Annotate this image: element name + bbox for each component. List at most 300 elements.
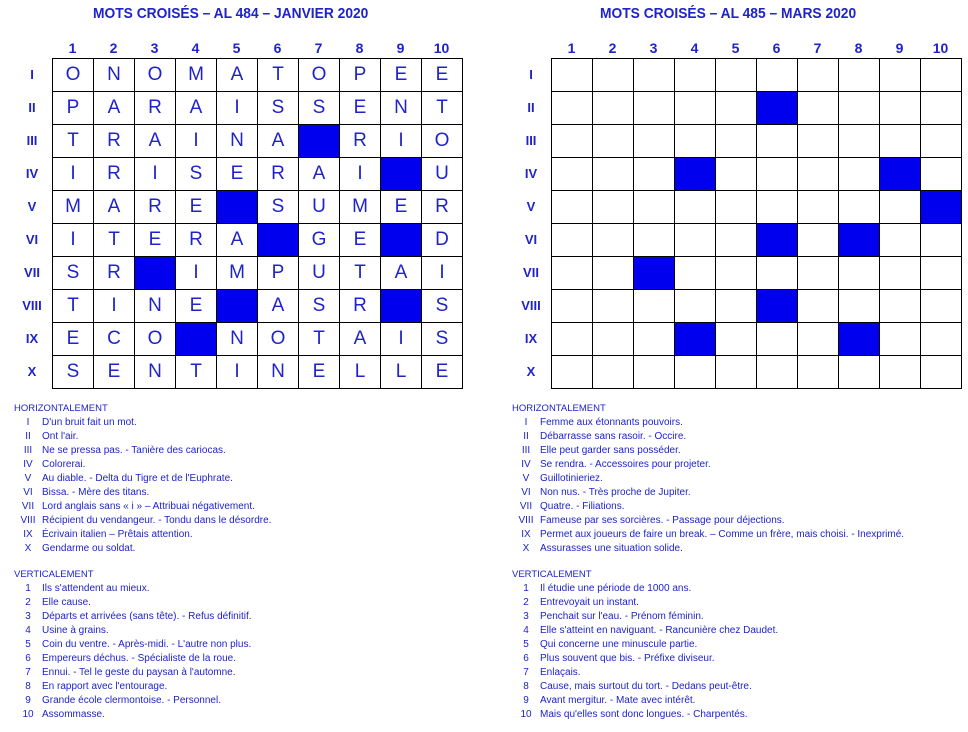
right-puzzle-title: MOTS CROISÉS – AL 485 – MARS 2020	[600, 5, 857, 22]
clue-text: Ont l'air.	[42, 431, 79, 442]
right-grid-cell[interactable]	[716, 323, 757, 356]
clue-text: Fameuse par ses sorcières. - Passage pour déjections.	[540, 515, 785, 526]
right-grid-cell[interactable]	[593, 125, 634, 158]
left-row-number: X	[27, 364, 37, 379]
right-vertical-clue	[512, 666, 964, 680]
right-row-number: I	[529, 67, 533, 82]
left-row-number: VIII	[22, 298, 42, 313]
right-grid-cell[interactable]	[880, 356, 921, 389]
left-grid-cell[interactable]: U	[299, 191, 340, 224]
left-grid-cell[interactable]: M	[340, 191, 381, 224]
right-grid-cell[interactable]	[880, 290, 921, 323]
clue-text: Récipient du vendangeur. - Tondu dans le désordre.	[42, 515, 272, 526]
left-horizontal-clue	[14, 500, 474, 514]
right-black-square	[921, 191, 962, 224]
left-grid-cell[interactable]: I	[381, 323, 422, 356]
right-grid-cell[interactable]	[880, 191, 921, 224]
left-grid-cell[interactable]: I	[340, 158, 381, 191]
left-horizontal-clue	[14, 486, 474, 500]
left-col-number: 5	[232, 40, 241, 56]
right-grid-cell[interactable]	[593, 323, 634, 356]
left-grid-cell[interactable]: S	[299, 290, 340, 323]
right-col-number: 2	[608, 40, 617, 56]
left-col-number: 8	[355, 40, 364, 56]
clue-text: Au diable. - Delta du Tigre et de l'Euphrate.	[42, 473, 233, 484]
clue-number: VII	[519, 501, 533, 512]
left-horizontal-clue	[14, 444, 474, 458]
left-grid-cell[interactable]: N	[135, 290, 176, 323]
clue-text: Ils s'attendent au mieux.	[42, 583, 150, 594]
right-grid-cell[interactable]	[552, 290, 593, 323]
right-grid-cell[interactable]	[921, 323, 962, 356]
right-grid-cell[interactable]	[921, 290, 962, 323]
left-grid-cell[interactable]: I	[53, 158, 94, 191]
right-black-square	[634, 257, 675, 290]
right-grid-cell[interactable]	[839, 92, 880, 125]
right-grid-cell[interactable]	[716, 290, 757, 323]
left-grid-cell[interactable]: I	[53, 224, 94, 257]
right-grid-cell[interactable]	[839, 290, 880, 323]
left-grid-cell[interactable]: E	[299, 356, 340, 389]
left-vertical-clue	[14, 652, 474, 666]
left-grid-cell[interactable]: S	[176, 158, 217, 191]
right-grid-cell[interactable]	[921, 224, 962, 257]
right-black-square	[839, 224, 880, 257]
left-grid-cell[interactable]: T	[94, 224, 135, 257]
left-grid-cell[interactable]: M	[53, 191, 94, 224]
left-grid-cell[interactable]: A	[258, 290, 299, 323]
left-grid-cell[interactable]: R	[422, 191, 463, 224]
clue-number: I	[26, 417, 30, 428]
right-grid-cell[interactable]	[880, 257, 921, 290]
right-grid-cell[interactable]	[716, 257, 757, 290]
clue-number: VII	[21, 501, 35, 512]
right-grid-cell[interactable]	[634, 158, 675, 191]
left-grid-cell[interactable]: S	[258, 92, 299, 125]
right-black-square	[675, 323, 716, 356]
right-row-number: II	[527, 100, 535, 115]
left-grid-cell[interactable]: N	[217, 323, 258, 356]
right-grid-cell[interactable]	[552, 158, 593, 191]
left-grid-row	[53, 191, 463, 224]
left-grid-cell[interactable]: N	[135, 356, 176, 389]
clue-text: Coin du ventre. - Après-midi. - L'autre non plus.	[42, 639, 252, 650]
right-row-number: VIII	[521, 298, 541, 313]
right-row-number: VI	[524, 232, 538, 247]
left-black-square	[217, 290, 258, 323]
left-grid-row	[53, 158, 463, 191]
left-grid-cell[interactable]: R	[340, 125, 381, 158]
left-grid-cell[interactable]: A	[94, 92, 135, 125]
left-grid-cell[interactable]: U	[299, 257, 340, 290]
left-grid-cell[interactable]: U	[422, 158, 463, 191]
clue-text: Empereurs déchus. - Spécialiste de la roue.	[42, 653, 236, 664]
left-grid-cell[interactable]: E	[53, 323, 94, 356]
left-grid-cell[interactable]: A	[217, 224, 258, 257]
right-vertical-heading: VERTICALEMENT	[512, 569, 592, 580]
left-grid-cell[interactable]: T	[258, 59, 299, 92]
right-grid-cell[interactable]	[675, 224, 716, 257]
left-grid-cell[interactable]: A	[340, 323, 381, 356]
left-grid-cell[interactable]: R	[94, 125, 135, 158]
right-grid-cell[interactable]	[921, 92, 962, 125]
left-grid-cell[interactable]: S	[422, 323, 463, 356]
clue-number: 7	[25, 667, 31, 678]
left-black-square	[299, 125, 340, 158]
left-grid-cell[interactable]: N	[381, 92, 422, 125]
clue-number: V	[24, 473, 32, 484]
left-grid-cell[interactable]: E	[217, 158, 258, 191]
right-grid-cell[interactable]	[675, 356, 716, 389]
clue-number: 3	[25, 611, 31, 622]
left-grid-cell[interactable]: I	[217, 356, 258, 389]
right-row-number: IX	[524, 331, 538, 346]
right-grid-cell[interactable]	[839, 191, 880, 224]
right-grid-cell[interactable]	[757, 257, 798, 290]
right-clues	[512, 402, 964, 722]
right-col-number: 8	[854, 40, 863, 56]
left-grid-cell[interactable]: E	[135, 224, 176, 257]
right-grid-cell[interactable]	[716, 59, 757, 92]
left-grid-cell[interactable]: T	[422, 92, 463, 125]
right-horizontal-clue	[512, 430, 964, 444]
left-grid-cell[interactable]: M	[176, 59, 217, 92]
right-grid-cell[interactable]	[880, 224, 921, 257]
right-grid-cell[interactable]	[634, 59, 675, 92]
clue-text: Ennui. - Tel le geste du paysan à l'automne.	[42, 667, 236, 678]
left-grid-cell[interactable]: R	[135, 191, 176, 224]
right-grid-cell[interactable]	[716, 356, 757, 389]
right-grid-cell[interactable]	[675, 92, 716, 125]
left-grid-cell[interactable]: E	[340, 92, 381, 125]
right-grid-row	[552, 356, 962, 389]
right-grid-cell[interactable]	[716, 92, 757, 125]
left-grid-cell[interactable]: D	[422, 224, 463, 257]
right-grid-cell[interactable]	[593, 59, 634, 92]
left-grid-row	[53, 323, 463, 356]
clue-text: Usine à grains.	[42, 625, 109, 636]
left-grid-cell[interactable]: E	[340, 224, 381, 257]
right-grid-cell[interactable]	[757, 59, 798, 92]
left-grid-cell[interactable]: T	[53, 290, 94, 323]
left-grid-cell[interactable]: I	[217, 92, 258, 125]
left-grid-cell[interactable]: T	[53, 125, 94, 158]
right-grid-cell[interactable]	[798, 224, 839, 257]
left-grid-cell[interactable]: S	[422, 290, 463, 323]
right-grid-cell[interactable]	[552, 59, 593, 92]
right-grid-cell[interactable]	[798, 191, 839, 224]
left-grid-cell[interactable]: A	[94, 191, 135, 224]
clue-text: Assommasse.	[42, 709, 105, 720]
clue-number: IV	[23, 459, 33, 470]
left-row-number: V	[27, 199, 37, 214]
right-grid-cell[interactable]	[552, 191, 593, 224]
clue-number: I	[524, 417, 528, 428]
left-grid-cell[interactable]: E	[176, 290, 217, 323]
right-grid-cell[interactable]	[593, 191, 634, 224]
right-grid-cell[interactable]	[716, 158, 757, 191]
left-grid-cell[interactable]: N	[217, 125, 258, 158]
right-grid-cell[interactable]	[593, 158, 634, 191]
clue-text: Entrevoyait un instant.	[540, 597, 639, 608]
right-grid-cell[interactable]	[798, 92, 839, 125]
right-grid-cell[interactable]	[757, 158, 798, 191]
left-grid-cell[interactable]: I	[381, 125, 422, 158]
right-grid-cell[interactable]	[716, 191, 757, 224]
clue-number: IX	[23, 529, 33, 540]
left-black-square	[135, 257, 176, 290]
left-grid-cell[interactable]: E	[381, 191, 422, 224]
clue-text: Assurasses une situation solide.	[540, 543, 683, 554]
left-grid-cell[interactable]: I	[135, 158, 176, 191]
left-grid-cell[interactable]: N	[258, 356, 299, 389]
right-vertical-clue	[512, 596, 964, 610]
left-grid-cell[interactable]: R	[94, 257, 135, 290]
right-grid-cell[interactable]	[921, 59, 962, 92]
left-puzzle-title: MOTS CROISÉS – AL 484 – JANVIER 2020	[93, 5, 369, 22]
right-grid-cell[interactable]	[634, 191, 675, 224]
clue-number: 1	[25, 583, 31, 594]
left-col-number: 4	[191, 40, 200, 56]
left-horizontal-heading: HORIZONTALEMENT	[14, 403, 108, 414]
left-vertical-clue	[14, 638, 474, 652]
left-grid-cell[interactable]: E	[381, 59, 422, 92]
right-grid-cell[interactable]	[675, 290, 716, 323]
right-grid-cell[interactable]	[839, 158, 880, 191]
right-grid-cell[interactable]	[593, 290, 634, 323]
right-grid-cell[interactable]	[675, 257, 716, 290]
right-grid-cell[interactable]	[839, 356, 880, 389]
left-grid-cell[interactable]: T	[176, 356, 217, 389]
right-grid-cell[interactable]	[921, 356, 962, 389]
clue-text: Femme aux étonnants pouvoirs.	[540, 417, 683, 428]
left-col-number: 2	[109, 40, 118, 56]
clue-number: VIII	[518, 515, 534, 526]
clue-number: 8	[523, 681, 529, 692]
clue-text: Elle cause.	[42, 597, 91, 608]
left-grid-cell[interactable]: P	[340, 59, 381, 92]
left-col-number: 6	[273, 40, 282, 56]
left-grid-cell[interactable]: I	[176, 125, 217, 158]
right-grid-cell[interactable]	[593, 92, 634, 125]
clue-text: Quatre. - Filiations.	[540, 501, 625, 512]
right-grid-cell[interactable]	[798, 158, 839, 191]
left-grid-cell[interactable]: P	[53, 92, 94, 125]
left-grid-cell[interactable]: S	[299, 92, 340, 125]
right-grid-cell[interactable]	[798, 125, 839, 158]
left-grid-cell[interactable]: S	[53, 356, 94, 389]
clue-number: VI	[521, 487, 531, 498]
left-grid-row	[53, 257, 463, 290]
left-col-number: 9	[396, 40, 405, 56]
left-grid-cell[interactable]: T	[299, 323, 340, 356]
right-row-number: VII	[523, 265, 539, 280]
left-grid-cell[interactable]: R	[258, 158, 299, 191]
right-grid-cell[interactable]	[593, 224, 634, 257]
left-grid-cell[interactable]: T	[340, 257, 381, 290]
left-grid-cell[interactable]: O	[299, 59, 340, 92]
right-grid-cell[interactable]	[675, 59, 716, 92]
clue-text: Elle s'atteint en naviguant. - Rancunière chez Daudet.	[540, 625, 779, 636]
right-grid-cell[interactable]	[839, 59, 880, 92]
left-vertical-clue	[14, 708, 474, 722]
left-grid-cell[interactable]: I	[94, 290, 135, 323]
right-grid-cell[interactable]	[552, 323, 593, 356]
right-horizontal-clue	[512, 486, 964, 500]
right-vertical-clue	[512, 610, 964, 624]
right-grid-cell[interactable]	[552, 224, 593, 257]
left-grid-cell[interactable]: G	[299, 224, 340, 257]
right-grid-cell[interactable]	[757, 191, 798, 224]
left-horizontal-clue	[14, 472, 474, 486]
left-grid-cell[interactable]: O	[422, 125, 463, 158]
right-vertical-clue	[512, 582, 964, 596]
right-grid-cell[interactable]	[757, 125, 798, 158]
left-grid-cell[interactable]: A	[135, 125, 176, 158]
left-grid-cell[interactable]: C	[94, 323, 135, 356]
left-grid-row	[53, 59, 463, 92]
right-grid-cell[interactable]	[880, 125, 921, 158]
clue-number: 3	[523, 611, 529, 622]
left-grid-cell[interactable]: S	[258, 191, 299, 224]
right-black-square	[675, 158, 716, 191]
left-grid-cell[interactable]: O	[53, 59, 94, 92]
right-grid-cell[interactable]	[634, 356, 675, 389]
clue-text: Écrivain italien – Prêtais attention.	[42, 529, 193, 540]
right-row-number: III	[525, 133, 537, 148]
left-grid-cell[interactable]: A	[176, 92, 217, 125]
clue-number: 2	[523, 597, 529, 608]
right-grid-cell[interactable]	[716, 125, 757, 158]
left-grid-cell[interactable]: R	[340, 290, 381, 323]
right-grid-cell[interactable]	[798, 290, 839, 323]
right-grid-cell[interactable]	[552, 92, 593, 125]
left-grid-cell[interactable]: A	[217, 59, 258, 92]
right-grid-cell[interactable]	[634, 224, 675, 257]
left-grid-cell[interactable]: L	[381, 356, 422, 389]
right-grid-cell[interactable]	[634, 125, 675, 158]
right-grid-cell[interactable]	[880, 92, 921, 125]
left-row-number: IX	[25, 331, 39, 346]
left-col-number: 1	[68, 40, 77, 56]
left-grid-cell[interactable]: A	[258, 125, 299, 158]
right-grid-cell[interactable]	[634, 92, 675, 125]
clue-text: Enlaçais.	[540, 667, 581, 678]
right-black-square	[757, 92, 798, 125]
right-grid-cell[interactable]	[675, 191, 716, 224]
left-vertical-clue	[14, 680, 474, 694]
right-grid-cell[interactable]	[552, 356, 593, 389]
left-grid-cell[interactable]: N	[94, 59, 135, 92]
left-grid-cell[interactable]: A	[299, 158, 340, 191]
left-grid-cell[interactable]: R	[135, 92, 176, 125]
left-grid-cell[interactable]: I	[422, 257, 463, 290]
right-grid-cell[interactable]	[921, 125, 962, 158]
right-grid-cell[interactable]	[552, 257, 593, 290]
right-grid-cell[interactable]	[552, 125, 593, 158]
right-grid-cell[interactable]	[921, 158, 962, 191]
right-grid-cell[interactable]	[675, 125, 716, 158]
clue-number: 2	[25, 597, 31, 608]
clue-number: 7	[523, 667, 529, 678]
clue-text: D'un bruit fait un mot.	[42, 417, 137, 428]
right-grid-cell[interactable]	[798, 323, 839, 356]
right-grid-cell[interactable]	[798, 356, 839, 389]
right-grid-cell[interactable]	[839, 125, 880, 158]
right-grid-cell[interactable]	[757, 323, 798, 356]
left-grid-cell[interactable]: P	[258, 257, 299, 290]
clue-text: Cause, mais surtout du tort. - Dedans peut-être.	[540, 681, 752, 692]
clue-text: Gendarme ou soldat.	[42, 543, 136, 554]
left-crossword-grid	[52, 58, 463, 389]
right-horizontal-clue	[512, 514, 964, 528]
right-grid-cell[interactable]	[757, 356, 798, 389]
right-grid-cell[interactable]	[839, 257, 880, 290]
left-grid-cell[interactable]: R	[94, 158, 135, 191]
left-horizontal-clue	[14, 458, 474, 472]
left-grid-cell[interactable]: O	[258, 323, 299, 356]
left-row-numbers	[14, 58, 50, 388]
right-grid-cell[interactable]	[798, 257, 839, 290]
right-grid-cell[interactable]	[716, 224, 757, 257]
left-grid-cell[interactable]: S	[53, 257, 94, 290]
left-grid-cell[interactable]: I	[176, 257, 217, 290]
clue-number: II	[523, 431, 529, 442]
clue-text: Colorerai.	[42, 459, 86, 470]
clue-text: Bissa. - Mère des titans.	[42, 487, 150, 498]
right-horizontal-clue	[512, 444, 964, 458]
clue-number: 5	[523, 639, 529, 650]
left-grid-row	[53, 290, 463, 323]
left-black-square	[217, 191, 258, 224]
left-grid-cell[interactable]: E	[94, 356, 135, 389]
right-column-numbers	[551, 40, 961, 58]
left-row-number: I	[30, 67, 34, 82]
left-grid-cell[interactable]: E	[176, 191, 217, 224]
left-grid-cell[interactable]: R	[176, 224, 217, 257]
left-grid-cell[interactable]: O	[135, 323, 176, 356]
left-grid-cell[interactable]: O	[135, 59, 176, 92]
left-row-number: VII	[24, 265, 40, 280]
right-grid-cell[interactable]	[880, 59, 921, 92]
right-grid-cell[interactable]	[634, 290, 675, 323]
left-grid-cell[interactable]: L	[340, 356, 381, 389]
clue-number: X	[24, 543, 32, 554]
right-row-number: X	[526, 364, 536, 379]
right-grid-cell[interactable]	[593, 356, 634, 389]
right-grid-row	[552, 191, 962, 224]
right-horizontal-clues	[512, 416, 964, 556]
clue-number: 5	[25, 639, 31, 650]
left-horizontal-clue	[14, 528, 474, 542]
clue-number: IV	[521, 459, 531, 470]
right-grid-cell[interactable]	[593, 257, 634, 290]
clue-number: X	[522, 543, 530, 554]
left-grid-cell[interactable]: E	[422, 356, 463, 389]
left-vertical-clue	[14, 610, 474, 624]
left-row-number: VI	[25, 232, 39, 247]
right-grid-cell[interactable]	[798, 59, 839, 92]
left-grid-cell[interactable]: E	[422, 59, 463, 92]
left-grid-cell[interactable]: A	[381, 257, 422, 290]
right-grid-cell[interactable]	[634, 323, 675, 356]
right-col-number: 5	[731, 40, 740, 56]
left-grid-cell[interactable]: M	[217, 257, 258, 290]
right-grid-cell[interactable]	[880, 323, 921, 356]
right-grid-cell[interactable]	[921, 257, 962, 290]
right-col-number: 9	[895, 40, 904, 56]
right-black-square	[839, 323, 880, 356]
